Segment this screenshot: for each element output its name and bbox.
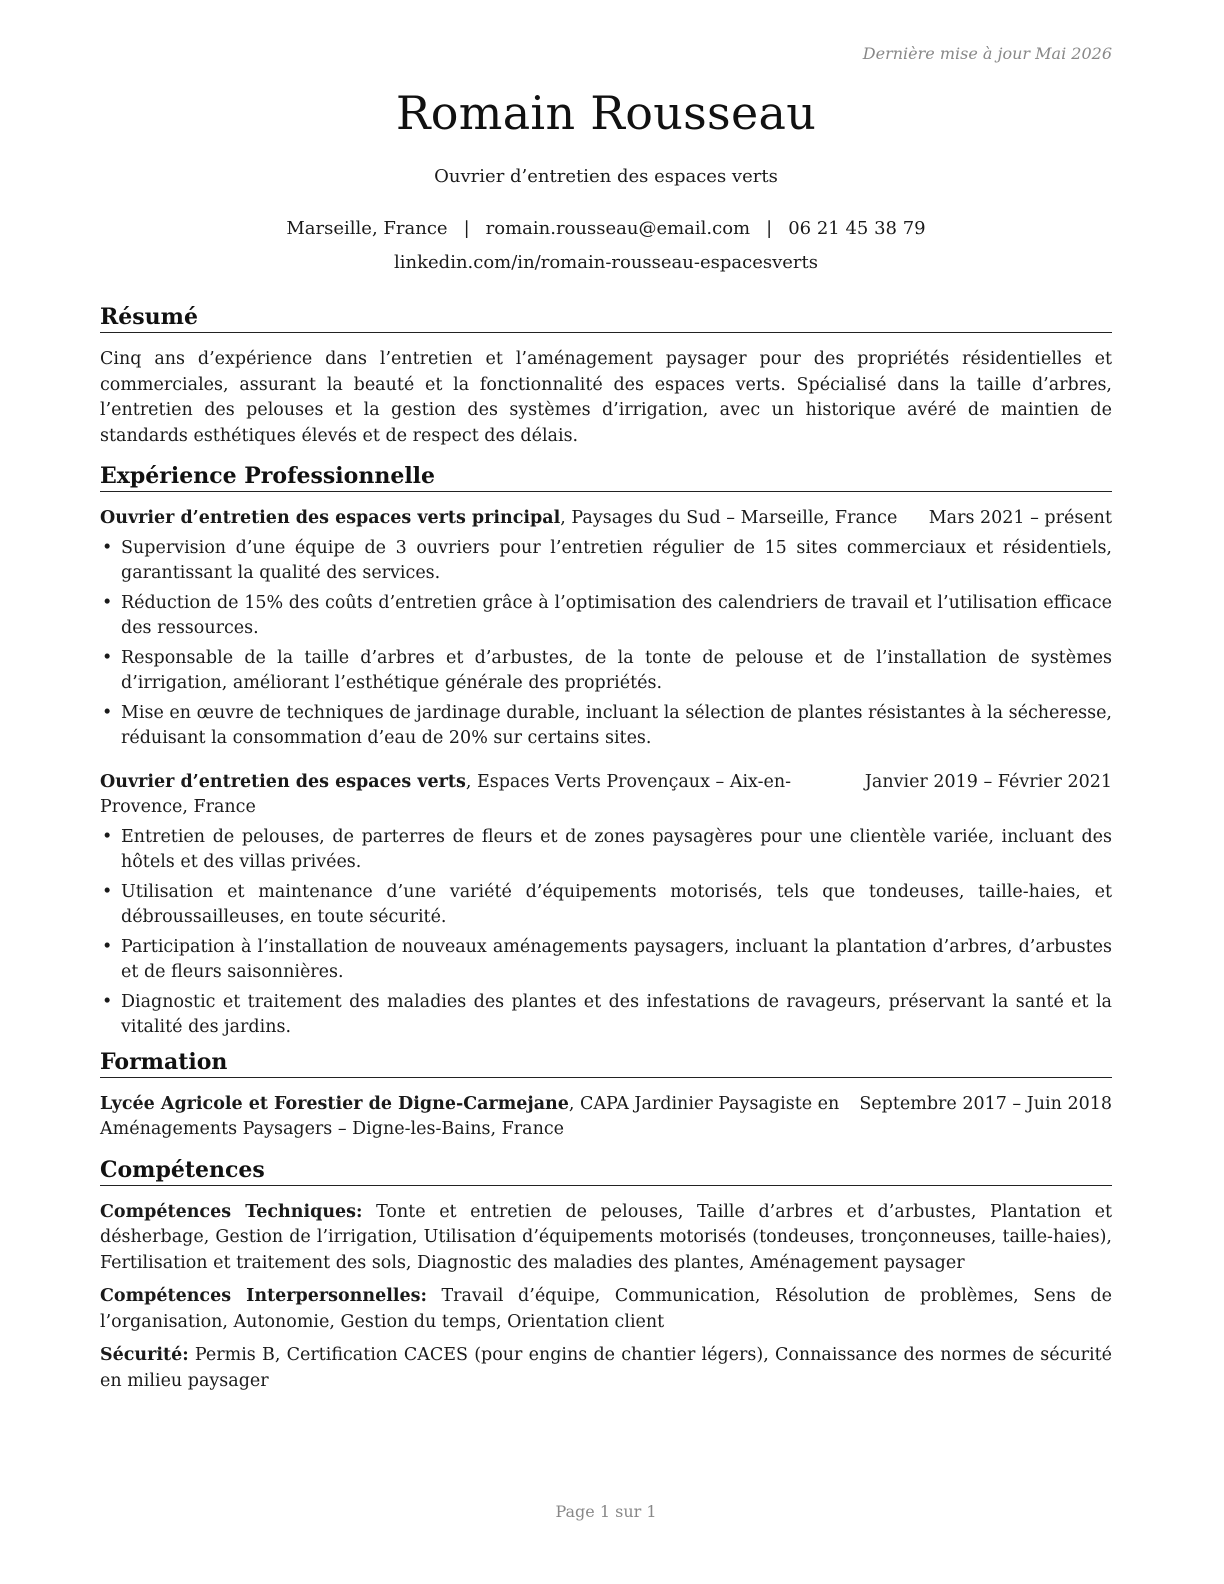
list-item: • Diagnostic et traitement des maladies des plantes et des infestations de ravageurs, préservant la santé et la vitalité des jardins.: [100, 990, 1112, 1041]
skill-group: [100, 1284, 1112, 1335]
list-item: • Responsable de la taille d’arbres et d’arbustes, de la tonte de pelouse et de l’installation de systèmes d’irrigation, améliorant l’esthétique générale des propriétés.: [100, 646, 1112, 697]
job-entry: [100, 506, 1112, 752]
job-company: , Paysages du Sud – Marseille, France: [560, 508, 898, 528]
education-line: [100, 1092, 839, 1143]
skill-text: Permis B, Certification CACES (pour engins de chantier légers), Connaissance des normes de sécurité en milieu paysager: [100, 1345, 1112, 1391]
job-entry: [100, 770, 1112, 1041]
job-dates: Mars 2021 – présent: [928, 508, 1112, 528]
job-header: [100, 770, 1112, 821]
contact-line: [100, 218, 1112, 239]
job-role: Ouvrier d’entretien des espaces verts: [100, 771, 466, 792]
job-bullets: [100, 536, 1112, 752]
list-item: • Utilisation et maintenance d’une variété d’équipements motorisés, tels que tondeuses, taille-haies, et débroussailleuses, en toute sécurité.: [100, 880, 1112, 931]
list-item: • Participation à l’installation de nouveaux aménagements paysagers, incluant la plantation d’arbres, d’arbustes et de fleurs saisonnières.: [100, 935, 1112, 986]
skills-heading: Compétences: [100, 1157, 1112, 1186]
skill-text: Tonte et entretien de pelouses, Taille d’arbres et d’arbustes, Plantation et désherbage, Gestion de l’irrigation, Utilisation d’équipements motorisés (tondeuses, tronçonneuses, taille-haies), Fertilisation et traitement des sols, Diagnostic des maladies des plantes, Aménagement paysager: [100, 1201, 1112, 1273]
contact-location: Marseille, France: [286, 218, 448, 239]
job-title-line: [100, 770, 845, 821]
skill-label: Compétences Interpersonnelles:: [100, 1286, 427, 1306]
resume-content: [100, 304, 1112, 1402]
page-number: Page 1 sur 1: [555, 1502, 657, 1521]
contact-phone[interactable]: 06 21 45 38 79: [788, 218, 926, 239]
candidate-name: Romain Rousseau: [395, 86, 817, 140]
skill-group: [100, 1200, 1112, 1277]
skill-label: Compétences Techniques:: [100, 1201, 363, 1222]
resume-page: [100, 0, 1112, 1584]
candidate-headline: Ouvrier d’entretien des espaces verts: [434, 166, 778, 187]
experience-heading: Expérience Professionnelle: [100, 463, 1112, 492]
summary-heading: Résumé: [100, 304, 1112, 333]
contact-separator: |: [463, 218, 470, 239]
education-entry: [100, 1092, 1112, 1143]
job-role: Ouvrier d’entretien des espaces verts principal: [100, 508, 561, 528]
skill-text: Travail d’équipe, Communication, Résolution de problèmes, Sens de l’organisation, Autonomie, Gestion du temps, Orientation client: [100, 1286, 1113, 1332]
list-item: • Mise en œuvre de techniques de jardinage durable, incluant la sélection de plantes résistantes à la sécheresse, réduisant la consommation d’eau de 20% sur certains sites.: [100, 701, 1112, 752]
contact-separator: |: [766, 218, 773, 239]
job-bullets: [100, 825, 1112, 1041]
education-degree: , CAPA Jardinier Paysagiste en Aménagements Paysagers – Digne-les-Bains, France: [100, 1093, 840, 1139]
skill-label: Sécurité:: [100, 1345, 189, 1365]
skill-group: [100, 1343, 1112, 1394]
job-dates: Janvier 2019 – Février 2021: [864, 771, 1112, 792]
education-dates: Septembre 2017 – Juin 2018: [859, 1093, 1112, 1114]
list-item: • Entretien de pelouses, de parterres de fleurs et de zones paysagères pour une clientèle variée, incluant des hôtels et des villas privées.: [100, 825, 1112, 876]
job-title-line: [100, 506, 897, 532]
list-item: • Réduction de 15% des coûts d’entretien grâce à l’optimisation des calendriers de travail et l’utilisation efficace des ressources.: [100, 591, 1112, 642]
linkedin-link[interactable]: linkedin.com/in/romain-rousseau-espacesverts: [394, 252, 818, 273]
last-updated: Dernière mise à jour Mai 2026: [862, 44, 1112, 63]
summary-text: Cinq ans d’expérience dans l’entretien et l’aménagement paysager pour des propriétés résidentielles et commerciales, assurant la beauté et la fonctionnalité des espaces verts. Spécialisé dans la taille d’arbres, l’entretien des pelouses et la gestion des systèmes d’irrigation, avec un historique avéré de maintien de standards esthétiques élevés et de respect des délais.: [100, 349, 1112, 446]
education-school: Lycée Agricole et Forestier de Digne-Carmejane: [100, 1093, 569, 1114]
job-company: , Espaces Verts Provençaux – Aix-en-Provence, France: [100, 771, 792, 817]
contact-email[interactable]: romain.rousseau@email.com: [485, 218, 751, 239]
job-header: [100, 506, 1112, 532]
education-heading: Formation: [100, 1049, 1112, 1078]
list-item: • Supervision d’une équipe de 3 ouvriers pour l’entretien régulier de 15 sites commerciaux et résidentiels, garantissant la qualité des services.: [100, 536, 1112, 587]
